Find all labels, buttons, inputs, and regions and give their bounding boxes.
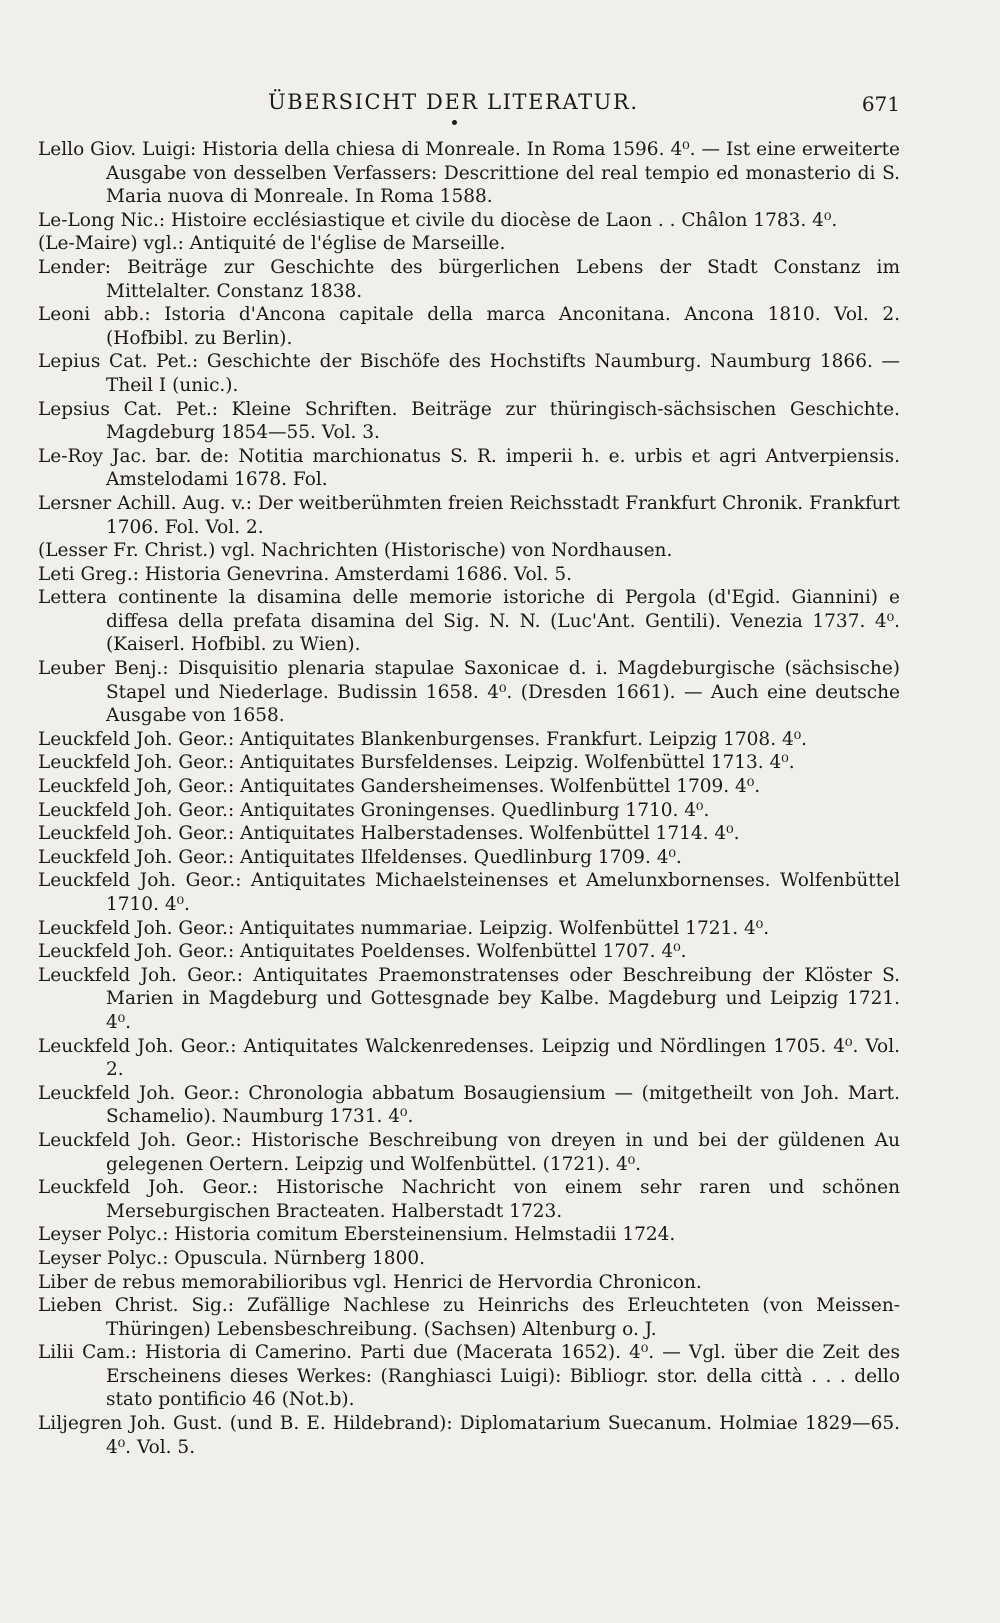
bibliography-entry: Leuckfeld Joh. Geor.: Antiquitates Michaelsteinenses et Amelunxbornenses. Wolfenbüttel 1710. 4⁰. [38, 870, 900, 915]
bibliography-entry: Lepius Cat. Pet.: Geschichte der Bischöfe des Hochstifts Naumburg. Naumburg 1866. — Theil I (unic.). [38, 351, 900, 396]
bibliography-entry: Lersner Achill. Aug. v.: Der weitberühmten freien Reichsstadt Frankfurt Chronik. Frankfurt 1706. Fol. Vol. 2. [38, 492, 900, 538]
bibliography-entry: Leuckfeld Joh. Geor.: Antiquitates Walckenredenses. Leipzig und Nördlingen 1705. 4⁰. Vol. 2. [38, 1035, 900, 1081]
bibliography-entry: Leuckfeld Joh. Geor.: Antiquitates Poeldenses. Wolfenbüttel 1707. 4⁰. [38, 941, 687, 963]
bibliography-entry: Leyser Polyc.: Historia comitum Ebersteinensium. Helmstadii 1724. [38, 1224, 676, 1246]
bibliography-entry: Lettera continente la disamina delle memorie istoriche di Pergola (d'Egid. Giannini) e diffesa della prefata disamina del Sig. N. N. (Luc'Ant. Gentili). Venezia 1737. 4⁰. (Kaiserl. Hofbibl. zu Wien). [38, 587, 900, 656]
bibliography-entry: Lepsius Cat. Pet.: Kleine Schriften. Beiträge zur thüringisch-sächsischen Geschichte. Magdeburg 1854—55. Vol. 3. [38, 398, 900, 444]
bibliography-entry: Lello Giov. Luigi: Historia della chiesa di Monreale. In Roma 1596. 4⁰. — Ist eine erweiterte Ausgabe von desselben Verfassers: Descrittione del real tempio ed monasterio di S. Maria nuova di Monreale. In Roma 1588. [38, 139, 900, 208]
bibliography-entry: Leuckfeld Joh. Geor.: Historische Nachricht von einem sehr raren und schönen Merseburgischen Bracteaten. Halberstadt 1723. [38, 1177, 900, 1222]
bibliography-entry: Leuber Benj.: Disquisitio plenaria stapulae Saxonicae d. i. Magdeburgische (sächsische) Stapel und Niederlage. Budissin 1658. 4⁰. (Dresden 1661). — Auch eine deutsche Ausgabe von 1658. [38, 658, 900, 727]
bibliography-entry: Leuckfeld Joh. Geor.: Chronologia abbatum Bosaugiensium — (mitgetheilt von Joh. Mart. Schamelio). Naumburg 1731. 4⁰. [38, 1082, 900, 1128]
bibliography-entry: Leuckfeld Joh. Geor.: Antiquitates Groningenses. Quedlinburg 1710. 4⁰. [38, 799, 710, 821]
bibliography-list [38, 138, 900, 1459]
bibliography-entry: Leuckfeld Joh. Geor.: Antiquitates Blankenburgenses. Frankfurt. Leipzig 1708. 4⁰. [38, 728, 808, 750]
bibliography-entry: (Lesser Fr. Christ.) vgl. Nachrichten (Historische) von Nordhausen. [38, 540, 673, 562]
page-header [38, 82, 900, 128]
bibliography-entry: (Le-Maire) vgl.: Antiquité de l'église de Marseille. [38, 233, 506, 255]
bibliography-entry: Liber de rebus memorabilioribus vgl. Henrici de Hervordia Chronicon. [38, 1271, 702, 1293]
bibliography-entry: Lieben Christ. Sig.: Zufällige Nachlese zu Heinrichs des Erleuchteten (von Meissen-Thüringen) Lebensbeschreibung. (Sachsen) Altenburg o. J. [38, 1295, 900, 1340]
bibliography-entry: Lilii Cam.: Historia di Camerino. Parti due (Macerata 1652). 4⁰. — Vgl. über die Zeit des Erscheinens dieses Werkes: (Ranghiasci Luigi): Bibliogr. stor. della città . . . dello stato pontificio 46 (Not.b). [38, 1342, 900, 1411]
bibliography-entry: Leuckfeld Joh. Geor.: Antiquitates Halberstadenses. Wolfenbüttel 1714. 4⁰. [38, 823, 740, 845]
bibliography-entry: Leuckfeld Joh. Geor.: Antiquitates nummariae. Leipzig. Wolfenbüttel 1721. 4⁰. [38, 917, 770, 939]
bibliography-entry: Le-Long Nic.: Histoire ecclésiastique et civile du diocèse de Laon . . Châlon 1783. 4⁰. [38, 209, 838, 231]
running-title: ÜBERSICHT DER LITERATUR. [268, 90, 639, 114]
bibliography-entry: Le-Roy Jac. bar. de: Notitia marchionatus S. R. imperii h. e. urbis et agri Antverpiensis. Amstelodami 1678. Fol. [38, 445, 900, 491]
bibliography-entry: Leti Greg.: Historia Genevrina. Amsterdami 1686. Vol. 5. [38, 563, 572, 585]
bibliography-entry: Leuckfeld Joh. Geor.: Antiquitates Ilfeldenses. Quedlinburg 1709. 4⁰. [38, 846, 682, 868]
bibliography-entry: Leuckfeld Joh. Geor.: Antiquitates Praemonstratenses oder Beschreibung der Klöster S. Marien in Magdeburg und Gottesgnade bey Kalbe. Magdeburg und Leipzig 1721. 4⁰. [38, 964, 900, 1033]
bibliography-entry: Leuckfeld Joh. Geor.: Antiquitates Bursfeldenses. Leipzig. Wolfenbüttel 1713. 4⁰. [38, 752, 795, 774]
header-dot-mark [452, 120, 457, 125]
bibliography-entry: Leuckfeld Joh, Geor.: Antiquitates Gandersheimenses. Wolfenbüttel 1709. 4⁰. [38, 776, 761, 798]
bibliography-entry: Leoni abb.: Istoria d'Ancona capitale della marca Anconitana. Ancona 1810. Vol. 2. (Hofbibl. zu Berlin). [38, 304, 900, 349]
bibliography-entry: Liljegren Joh. Gust. (und B. E. Hildebrand): Diplomatarium Suecanum. Holmiae 1829—65. 4⁰. Vol. 5. [38, 1413, 900, 1458]
bibliography-entry: Lender: Beiträge zur Geschichte des bürgerlichen Lebens der Stadt Constanz im Mittelalter. Constanz 1838. [38, 256, 900, 302]
bibliography-entry: Leyser Polyc.: Opuscula. Nürnberg 1800. [38, 1247, 425, 1269]
bibliography-entry: Leuckfeld Joh. Geor.: Historische Beschreibung von dreyen in und bei der güldenen Au gelegenen Oertern. Leipzig und Wolfenbüttel. (1721). 4⁰. [38, 1129, 900, 1175]
page-number: 671 [861, 92, 900, 116]
